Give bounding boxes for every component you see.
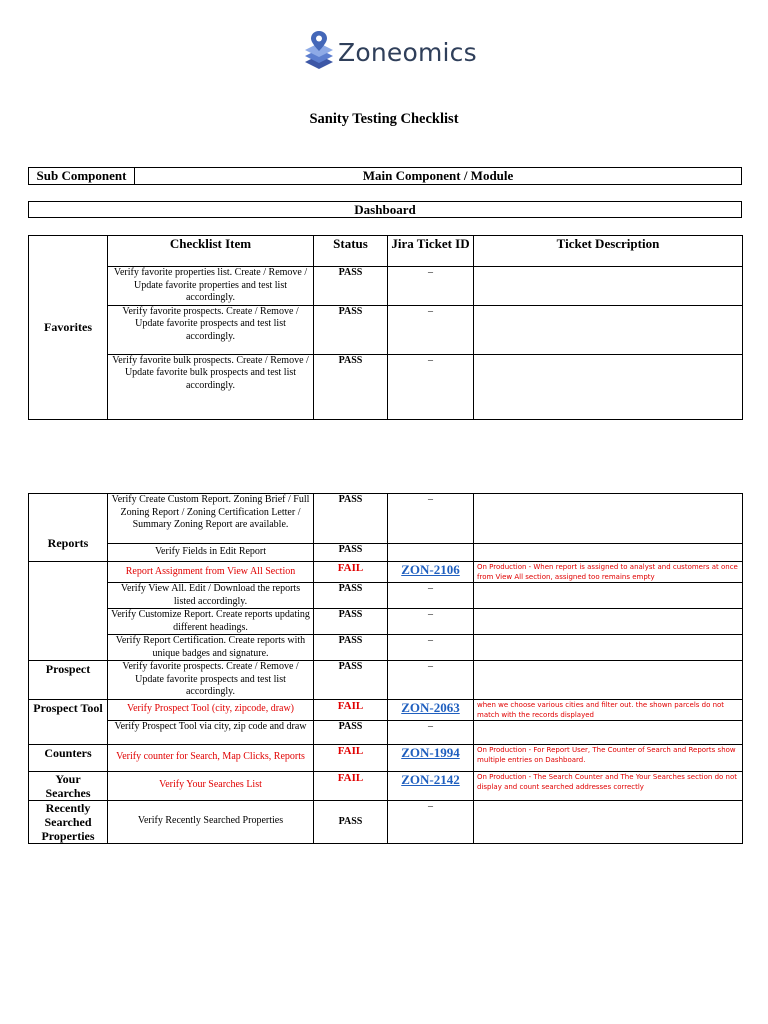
checklist-item: Verify Your Searches List	[108, 771, 314, 800]
status-cell: PASS	[314, 720, 388, 744]
jira-ticket-link[interactable]: ZON-2142	[388, 771, 474, 800]
sub-component-header: Sub Component	[29, 168, 135, 184]
jira-ticket-link[interactable]: ZON-1994	[388, 744, 474, 771]
jira-cell: –	[388, 305, 474, 354]
description-cell	[474, 720, 743, 744]
jira-cell: –	[388, 267, 474, 306]
checklist-item: Verify favorite prospects. Create / Remove / Update favorite prospects and test list accordingly.	[108, 305, 314, 354]
status-cell: PASS	[314, 609, 388, 635]
description-cell: On Production - The Search Counter and The Your Searches section do not display and count searched addresses correctly	[474, 771, 743, 800]
table-row	[29, 720, 743, 744]
description-cell	[474, 494, 743, 544]
checklist-item: Verify Prospect Tool (city, zipcode, draw)	[108, 699, 314, 720]
favorites-table	[28, 235, 743, 420]
jira-cell: –	[388, 720, 474, 744]
description-cell: On Production - For Report User, The Counter of Search and Reports show multiple entries on Dashboard.	[474, 744, 743, 771]
status-cell: PASS	[314, 661, 388, 700]
jira-cell: –	[388, 494, 474, 544]
checklist-item: Verify favorite prospects. Create / Remove / Update favorite prospects and test list accordingly.	[108, 661, 314, 700]
status-cell: PASS	[314, 305, 388, 354]
table-row	[29, 800, 743, 843]
checklist-item: Verify Report Certification. Create reports with unique badges and signature.	[108, 635, 314, 661]
status-cell: FAIL	[314, 771, 388, 800]
brand-name: Zoneomics	[338, 37, 477, 67]
description-cell	[474, 267, 743, 306]
counters-label: Counters	[29, 744, 108, 771]
table-row	[29, 544, 743, 562]
description-cell: when we choose various cities and filter out. the shown parcels do not match with the records displayed	[474, 699, 743, 720]
component-header-row	[28, 167, 742, 185]
reports-label-continued	[29, 635, 108, 661]
status-header: Status	[314, 236, 388, 267]
status-cell: PASS	[314, 583, 388, 609]
description-cell: On Production - When report is assigned to analyst and customers at once from View All section, assigned too remains empty	[474, 562, 743, 583]
description-cell	[474, 305, 743, 354]
reports-label: Reports	[29, 494, 108, 562]
zoneomics-logo-icon	[304, 31, 334, 73]
status-cell: PASS	[314, 800, 388, 843]
checklist-item-header: Checklist Item	[108, 236, 314, 267]
description-cell	[474, 609, 743, 635]
checklist-item: Verify Customize Report. Create reports updating different headings.	[108, 609, 314, 635]
status-cell: PASS	[314, 635, 388, 661]
checklist-item: Verify counter for Search, Map Clicks, Reports	[108, 744, 314, 771]
page-title: Sanity Testing Checklist	[309, 111, 459, 127]
jira-ticket-link[interactable]: ZON-2106	[388, 562, 474, 583]
table-row	[29, 661, 743, 700]
table-row	[29, 354, 743, 419]
jira-cell: –	[388, 354, 474, 419]
reports-label-continued	[29, 562, 108, 583]
status-cell: PASS	[314, 494, 388, 544]
table-row	[29, 305, 743, 354]
description-cell	[474, 635, 743, 661]
favorites-label: Favorites	[29, 236, 108, 420]
table-row	[29, 635, 743, 661]
jira-cell: –	[388, 609, 474, 635]
jira-cell: –	[388, 661, 474, 700]
checklist-item: Verify Recently Searched Properties	[108, 800, 314, 843]
status-cell: PASS	[314, 267, 388, 306]
zoneomics-logo	[304, 30, 477, 74]
checklist-item: Verify Create Custom Report. Zoning Brief / Full Zoning Report / Zoning Certification Letter / Summary Zoning Report are available.	[108, 494, 314, 544]
description-cell	[474, 661, 743, 700]
reports-table	[28, 493, 743, 844]
jira-cell: –	[388, 635, 474, 661]
checklist-item: Verify Fields in Edit Report	[108, 544, 314, 562]
description-cell	[474, 800, 743, 843]
table-row	[29, 771, 743, 800]
checklist-item: Verify favorite properties list. Create / Remove / Update favorite properties and test list accordingly.	[108, 267, 314, 306]
table-row	[29, 744, 743, 771]
checklist-item: Verify favorite bulk prospects. Create / Remove / Update favorite bulk prospects and test list accordingly.	[108, 354, 314, 419]
jira-cell	[388, 544, 474, 562]
status-cell: FAIL	[314, 699, 388, 720]
table-row	[29, 494, 743, 544]
your-searches-label: Your Searches	[29, 771, 108, 800]
recently-searched-label: Recently Searched Properties	[29, 800, 108, 843]
reports-label-continued	[29, 583, 108, 609]
prospect-tool-label: Prospect Tool	[29, 699, 108, 744]
reports-label-continued	[29, 609, 108, 635]
status-cell: PASS	[314, 544, 388, 562]
table-row	[29, 699, 743, 720]
status-cell: FAIL	[314, 562, 388, 583]
jira-cell: –	[388, 583, 474, 609]
status-cell: FAIL	[314, 744, 388, 771]
module-header: Dashboard	[28, 201, 742, 218]
jira-cell: –	[388, 800, 474, 843]
ticket-description-header: Ticket Description	[474, 236, 743, 267]
prospect-label: Prospect	[29, 661, 108, 700]
checklist-item: Report Assignment from View All Section	[108, 562, 314, 583]
jira-ticket-link[interactable]: ZON-2063	[388, 699, 474, 720]
table-row	[29, 267, 743, 306]
description-cell	[474, 583, 743, 609]
status-cell: PASS	[314, 354, 388, 419]
main-component-header: Main Component / Module	[362, 168, 514, 183]
table-row	[29, 609, 743, 635]
table-row	[29, 583, 743, 609]
description-cell	[474, 354, 743, 419]
checklist-item: Verify View All. Edit / Download the reports listed accordingly.	[108, 583, 314, 609]
checklist-item: Verify Prospect Tool via city, zip code and draw	[108, 720, 314, 744]
jira-ticket-header: Jira Ticket ID	[388, 236, 474, 267]
description-cell	[474, 544, 743, 562]
table-row	[29, 562, 743, 583]
